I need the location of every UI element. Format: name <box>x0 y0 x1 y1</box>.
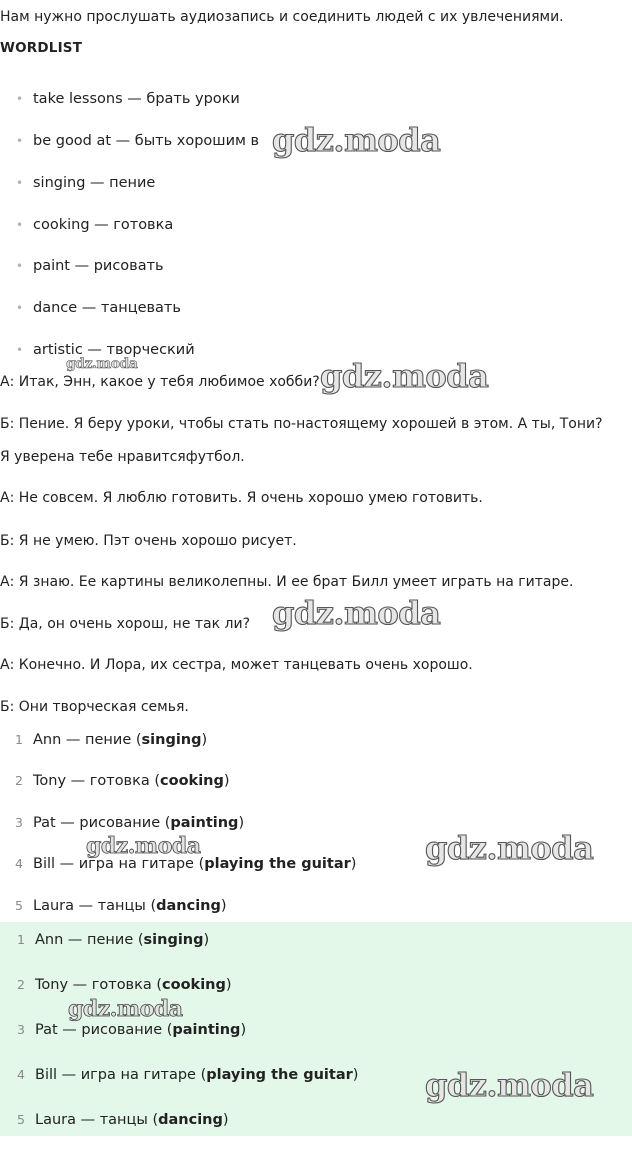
bullet-icon: • <box>16 92 24 106</box>
answer-item: 1 Ann — пение (singing) <box>17 932 210 948</box>
watermark-logo: gdz.moda <box>425 1066 594 1104</box>
answer-highlight-box <box>0 922 632 1136</box>
bullet-icon: • <box>16 176 24 190</box>
answer-item: 4 Bill — игра на гитаре (playing the guitar) <box>17 1067 359 1083</box>
wordlist-item: • singing — пение <box>16 175 156 191</box>
wordlist-item: • paint — рисовать <box>16 258 164 274</box>
answer-item: 2 Tony — готовка (cooking) <box>17 977 232 993</box>
wordlist-item: • artistic — творческий <box>16 342 195 358</box>
wordlist-item: • cooking — готовка <box>16 217 174 233</box>
answer-item: 4 Bill — игра на гитаре (playing the guitar) <box>15 856 357 872</box>
bullet-icon: • <box>16 218 24 232</box>
watermark-logo: gdz.moda <box>425 829 594 867</box>
watermark-logo: gdz.moda <box>68 996 183 1022</box>
dialogue-line: Б: Да, он очень хорош, не так ли? <box>0 616 251 632</box>
dialogue-line: А: Итак, Энн, какое у тебя любимое хобби? <box>0 374 320 390</box>
answer-item: 3 Pat — рисование (painting) <box>17 1022 247 1038</box>
watermark-logo: gdz.moda <box>86 833 201 859</box>
dialogue-line: Б: Они творческая семья. <box>0 699 189 715</box>
watermark-logo: gdz.moda <box>66 356 138 372</box>
wordlist-item: • take lessons — брать уроки <box>16 91 240 107</box>
wordlist-heading: WORDLIST <box>0 40 83 56</box>
dialogue-line: Я уверена тебе нравитсяфутбол. <box>0 449 245 465</box>
watermark-logo: gdz.moda <box>320 357 489 395</box>
answer-item: 5 Laura — танцы (dancing) <box>15 898 227 914</box>
wordlist-item: • be good at — быть хорошим в <box>16 133 260 149</box>
wordlist-item: • dance — танцевать <box>16 300 181 316</box>
answer-item: 3 Pat — рисование (painting) <box>15 815 245 831</box>
bullet-icon: • <box>16 343 24 357</box>
dialogue-line: А: Я знаю. Ее картины великолепны. И ее брат Билл умеет играть на гитаре. <box>0 574 574 590</box>
answer-item: 2 Tony — готовка (cooking) <box>15 773 230 789</box>
watermark-logo: gdz.moda <box>272 121 441 159</box>
bullet-icon: • <box>16 301 24 315</box>
intro-text: Нам нужно прослушать аудиозапись и соединить людей с их увлечениями. <box>0 9 564 25</box>
answer-item: 5 Laura — танцы (dancing) <box>17 1112 229 1128</box>
watermark-logo: gdz.moda <box>272 594 441 632</box>
bullet-icon: • <box>16 259 24 273</box>
answer-item: 1 Ann — пение (singing) <box>15 732 208 748</box>
bullet-icon: • <box>16 134 24 148</box>
dialogue-line: А: Конечно. И Лора, их сестра, может танцевать очень хорошо. <box>0 657 473 673</box>
dialogue-line: А: Не совсем. Я люблю готовить. Я очень хорошо умею готовить. <box>0 490 483 506</box>
dialogue-line: Б: Я не умею. Пэт очень хорошо рисует. <box>0 533 297 549</box>
dialogue-line: Б: Пение. Я беру уроки, чтобы стать по-настоящему хорошей в этом. А ты, Тони? <box>0 416 603 432</box>
